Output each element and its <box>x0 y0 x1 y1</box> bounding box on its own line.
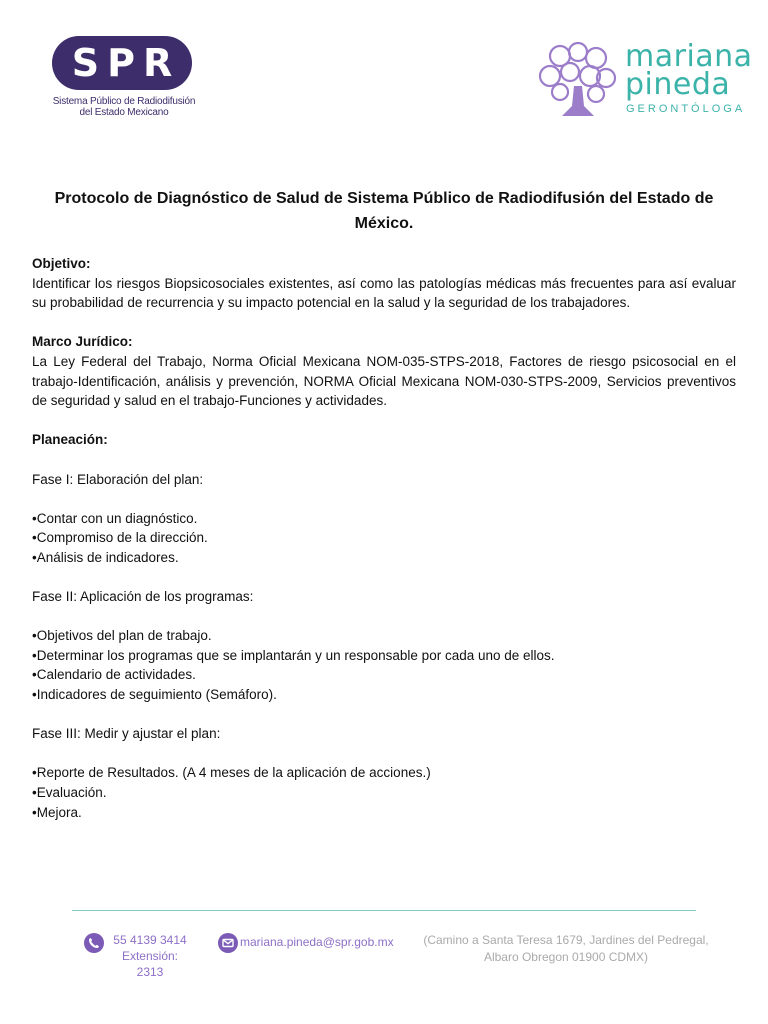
phase-2-title: Fase II: Aplicación de los programas: <box>32 589 254 605</box>
list-item: • Objetivos del plan de trabajo. <box>32 626 736 646</box>
spr-logo <box>44 36 204 118</box>
spr-logo-subtitle <box>44 96 204 118</box>
phase-1-list <box>32 509 736 568</box>
footer-address <box>418 932 714 966</box>
planeacion-heading: Planeación: <box>32 432 108 448</box>
list-item: • Determinar los programas que se implantarán y un responsable por cada uno de ellos. <box>32 646 736 666</box>
spr-letter-r: R <box>142 41 173 85</box>
footer-email[interactable]: mariana.pineda@spr.gob.mx <box>240 935 394 949</box>
phase-3-list <box>32 763 736 822</box>
address-line2: Albaro Obregon 01900 CDMX) <box>483 950 649 964</box>
marco-juridico-text: La Ley Federal del Trabajo, Norma Oficial Mexicana NOM-035-STPS-2018, Factores de riesgo psicosocial en el trabajo-Identificación, análisis y prevención, NORMA Oficial Mexicana NOM-030-STPS-2009, Servicios preventivos de seguridad y salud en el trabajo-Funciones y actividades. <box>32 353 736 409</box>
logo-name-line1: mariana <box>625 39 753 74</box>
spr-subtitle-line1: Sistema Público de Radiodifusión <box>52 96 196 107</box>
phase-2-list <box>32 626 736 704</box>
phase-1-title: Fase I: Elaboración del plan: <box>32 471 204 487</box>
mariana-pineda-logo <box>538 39 753 120</box>
spr-logo-badge <box>52 36 192 90</box>
logo-profession: GERONTÓLOGA <box>626 103 746 115</box>
spr-subtitle-line2: del Estado Mexicano <box>79 107 169 118</box>
footer-divider <box>72 910 696 911</box>
logo-name-line2: pineda <box>625 67 731 102</box>
list-item: • Compromiso de la dirección. <box>32 528 736 548</box>
document-body <box>32 254 736 822</box>
mail-icon <box>218 933 238 953</box>
phase-3-title: Fase III: Medir y ajustar el plan: <box>32 726 221 742</box>
list-item: • Reporte de Resultados. (A 4 meses de la aplicación de acciones.) <box>32 763 736 783</box>
address-line1: (Camino a Santa Teresa 1679, Jardines del Pedregal, <box>423 933 709 947</box>
footer-phone <box>108 932 192 980</box>
list-item: • Análisis de indicadores. <box>32 548 736 568</box>
list-item: • Mejora. <box>32 803 736 823</box>
list-item: • Calendario de actividades. <box>32 665 736 685</box>
tree-icon <box>538 42 618 118</box>
document-title: Protocolo de Diagnóstico de Salud de Sistema Público de Radiodifusión del Estado de México. <box>54 190 714 232</box>
phone-number[interactable]: 55 4139 3414 <box>113 933 187 947</box>
list-item: • Indicadores de seguimiento (Semáforo). <box>32 685 736 705</box>
spr-letter-s: S <box>71 41 100 85</box>
list-item: • Contar con un diagnóstico. <box>32 509 736 529</box>
objetivo-text: Identificar los riesgos Biopsicosociales existentes, así como las patologías médicas más frecuentes para así evaluar su probabilidad de recurrencia y su impacto potencial en la salud y la seguridad de los trabajadores. <box>32 275 736 311</box>
list-item: • Evaluación. <box>32 783 736 803</box>
objetivo-heading: Objetivo: <box>32 256 91 271</box>
spr-letter-p: P <box>107 41 135 85</box>
phone-extension: Extensión: 2313 <box>121 949 179 979</box>
marco-juridico-heading: Marco Jurídico: <box>32 334 133 350</box>
phone-icon <box>84 933 104 953</box>
